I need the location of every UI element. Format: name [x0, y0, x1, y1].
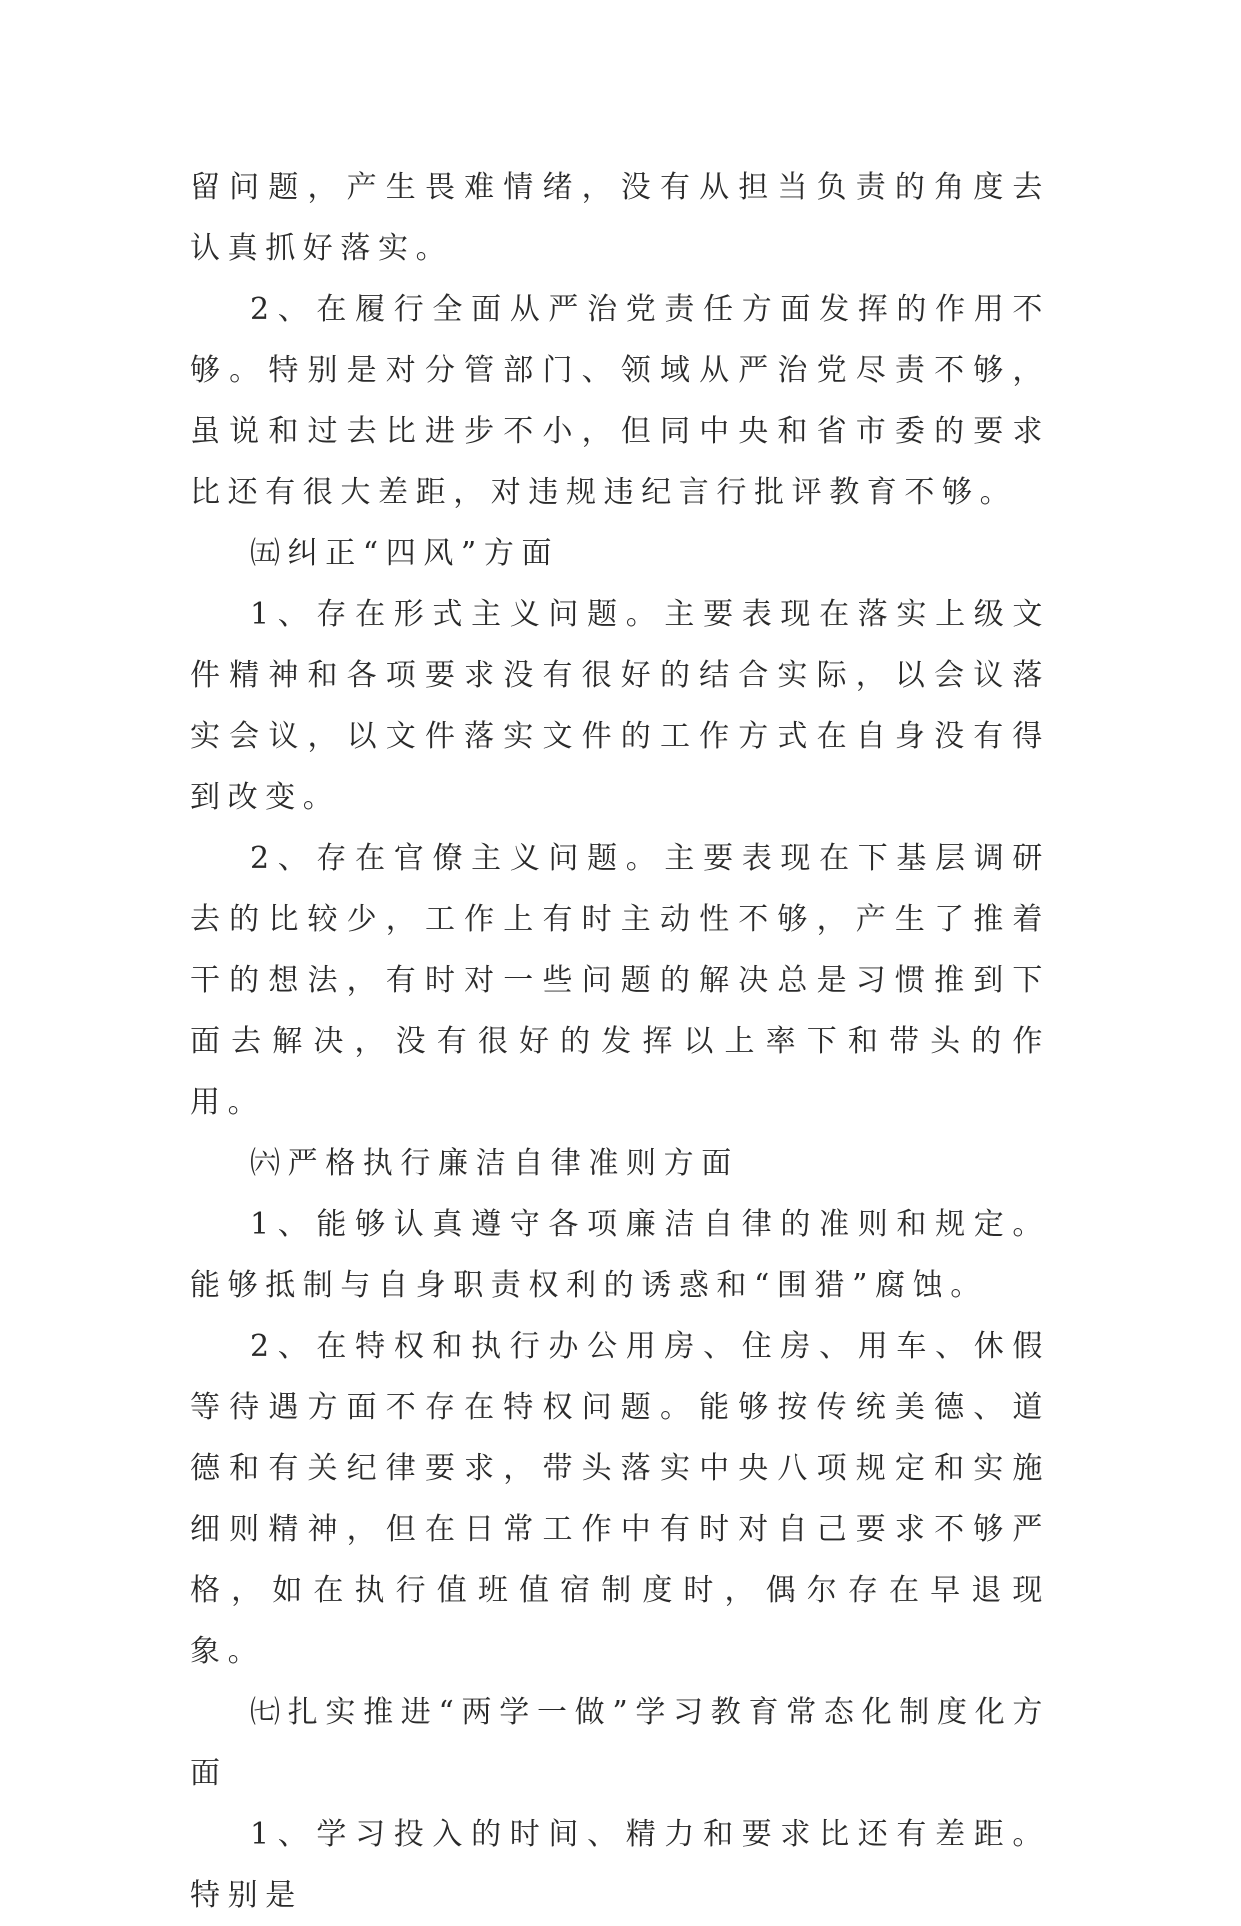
paragraph-continuation: 留问题，产生畏难情绪，没有从担当负责的角度去认真抓好落实。 — [190, 170, 1050, 266]
paragraph-privileges: 2、在特权和执行办公用房、住房、用车、休假等待遇方面不存在特权问题。能够按传统美德、道德和有关纪律要求，带头落实中央八项规定和实施细则精神，但在日常工作中有时对自己要求不够严格，如在执行值班值宿制度时，偶尔存在早退现象。 — [190, 1329, 1050, 1669]
paragraph-formalism: 1、存在形式主义问题。主要表现在落实上级文件精神和各项要求没有很好的结合实际，以会议落实会议，以文件落实文件的工作方式在自身没有得到改变。 — [190, 597, 1050, 815]
section-heading-integrity: ㈥严格执行廉洁自律准则方面 — [250, 1146, 739, 1181]
paragraph-study-time: 1、学习投入的时间、精力和要求比还有差距。特别是 — [190, 1817, 1050, 1913]
paragraph-bureaucratism: 2、存在官僚主义问题。主要表现在下基层调研去的比较少，工作上有时主动性不够，产生了推着干的想法，有时对一些问题的解决总是习惯推到下面去解决，没有很好的发挥以上率下和带头的作用。 — [190, 841, 1050, 1120]
section-heading-two-studies: ㈦扎实推进“两学一做”学习教育常态化制度化方面 — [190, 1695, 1050, 1791]
document-body — [190, 157, 1050, 1926]
section-heading-four-winds: ㈤纠正“四风”方面 — [250, 536, 560, 571]
paragraph-party-governance: 2、在履行全面从严治党责任方面发挥的作用不够。特别是对分管部门、领域从严治党尽责不够，虽说和过去比进步不小，但同中央和省市委的要求比还有很大差距，对违规违纪言行批评教育不够。 — [190, 292, 1050, 510]
paragraph-integrity-rules: 1、能够认真遵守各项廉洁自律的准则和规定。能够抵制与自身职责权利的诱惑和“围猎”腐蚀。 — [190, 1207, 1050, 1303]
